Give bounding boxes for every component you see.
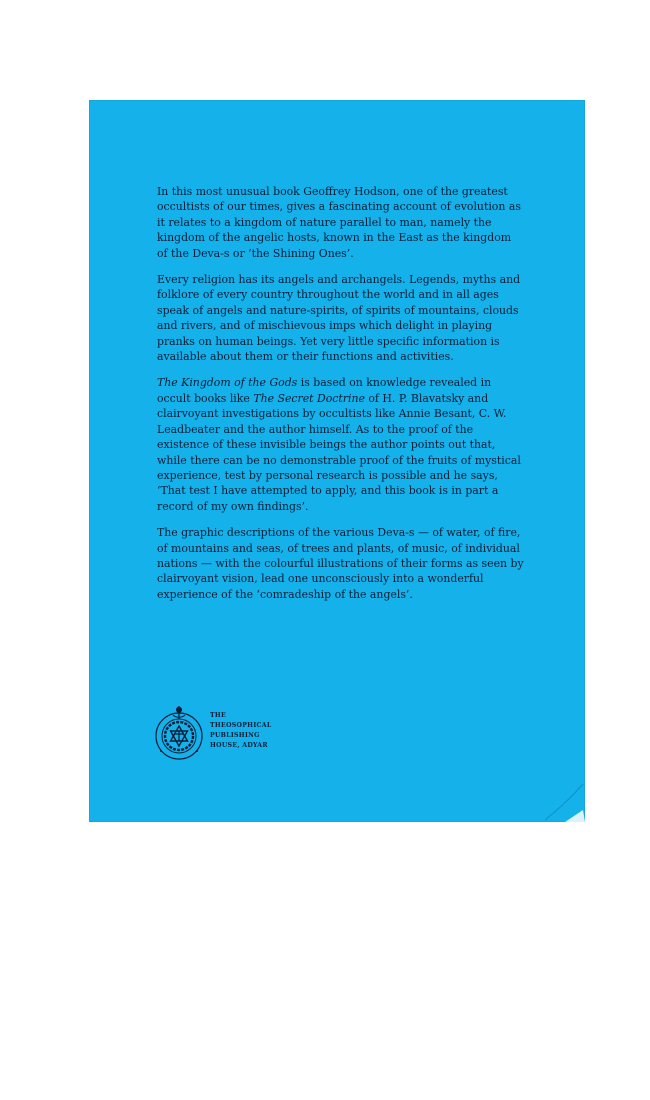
blurb-paragraph-3-part-1: is based on knowledge revealed in occult books like [157,376,492,405]
blurb-paragraph-3-part-2: of H. P. Blavatsky and clairvoyant investigations by occultists like Annie Besant, C. W. Leadbeater and the author himself. As to the proof of the existence of these invisible beings the author points out that, while there can be no demonstrable proof of the fruits of mystical experience, test by personal research is possible and he says, ‘That test I have attempted to apply, and this book is in part a record of my own findings’. [157,391,521,513]
blurb-text [157,184,525,613]
publisher-line-2: THEOSOPHICAL [210,722,272,729]
publisher-line-3: PUBLISHING [210,732,260,739]
blurb-paragraph-4: The graphic descriptions of the various Deva-s — of water, of fire, of mountains and seas, of trees and plants, of music, of individual nations — with the colourful illustrations of their forms as seen by clairvoyant vision, lead one unconsciously into a wonderful experience of the ‘comradeship of the angels’. [157,526,524,601]
back-cover [89,100,585,822]
theosophical-society-seal-icon [153,703,205,761]
secret-doctrine-title-italic: The Secret Doctrine [253,391,365,405]
publisher-imprint [153,703,283,763]
blurb-paragraph-2: Every religion has its angels and archangels. Legends, myths and folklore of every country throughout the world and in all ages speak of angels and nature-spirits, of spirits of mountains, clouds and rivers, and of mischievous imps which delight in playing pranks on human beings. Yet very little specific information is available about them or their functions and activities. [157,273,521,364]
worn-corner-mark [535,780,585,822]
publisher-name [210,711,271,751]
blurb-paragraph-1: In this most unusual book Geoffrey Hodson, one of the greatest occultists of our times, gives a fascinating account of evolution as it relates to a kingdom of nature parallel to man, namely the kingdom of the angelic hosts, known in the East as the kingdom of the Deva-s or ‘the Shining Ones’. [157,185,521,260]
book-title-italic: The Kingdom of the Gods [157,376,298,390]
blurb-paragraph-3 [157,375,525,514]
publisher-line-1: THE [210,712,227,719]
publisher-line-4: HOUSE, ADYAR [210,742,268,749]
